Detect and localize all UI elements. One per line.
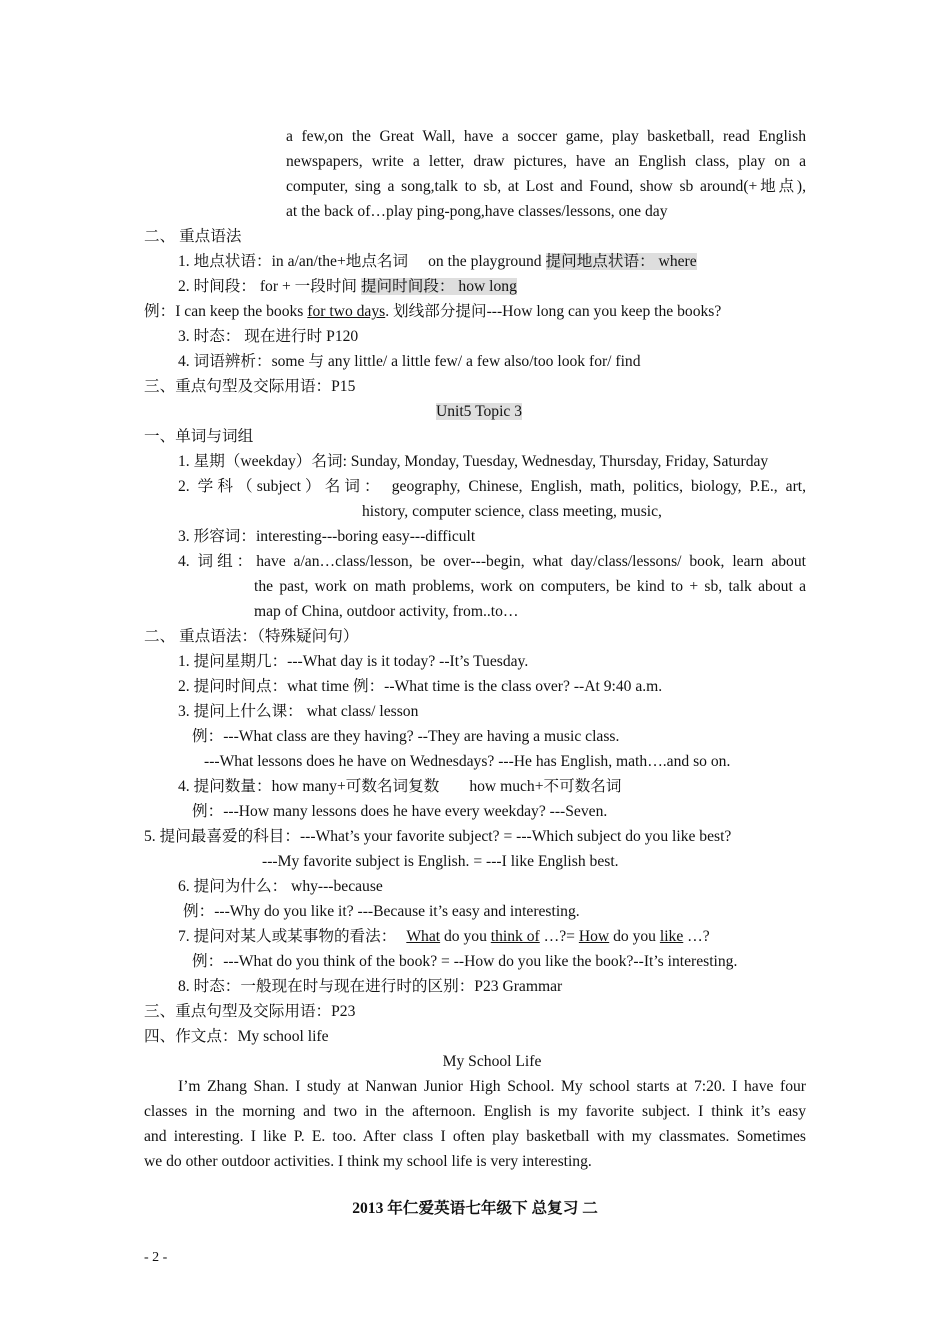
grammar-item-1-text: 1. 地点状语：in a/an/the+地点名词	[178, 253, 409, 270]
essay-line-3: and interesting. I like P. E. too. After class I often play basketball with my classmates. Sometimes	[144, 1128, 806, 1145]
words-item-2-line-1: 2. 学科（subject）名词： geography, Chinese, English, math, politics, biology, P.E., art,	[178, 478, 806, 495]
grammar-item-1	[178, 252, 697, 272]
question-item-5-line-2: ---My favorite subject is English. = ---I like English best.	[262, 853, 619, 870]
grammar-example	[144, 302, 721, 322]
essay-line-1: I’m Zhang Shan. I study at Nanwan Junior High School. My school starts at 7:20. I have four	[178, 1078, 806, 1095]
q7-do-you-2: do you	[609, 928, 660, 945]
question-item-4	[178, 777, 622, 797]
grammar-item-3: 3. 时态： 现在进行时 P120	[178, 328, 359, 345]
essay-title: My School Life	[442, 1053, 542, 1070]
underlined-think-of: think of	[490, 928, 540, 945]
grammar-item-1-highlight: 提问地点状语： where	[545, 253, 697, 270]
sentences-heading-topic3: 三、重点句型及交际用语：P23	[144, 1003, 356, 1020]
words-item-4-line-2: the past, work on math problems, work on computers, be kind to + sb, talk about a	[254, 578, 806, 595]
vocab-line-1: a few,on the Great Wall, have a soccer game, play basketball, read English	[286, 128, 806, 145]
question-item-3-example-1: 例：---What class are they having? --They are having a music class.	[192, 728, 620, 745]
grammar-item-4: 4. 词语辨析：some 与 any little/ a little few/ a few also/too look for/ find	[178, 353, 641, 370]
question-item-7	[178, 927, 710, 947]
essay-line-2: classes in the morning and two in the afternoon. English is my favorite subject. I think it’s easy	[144, 1103, 806, 1120]
words-item-1: 1. 星期（weekday）名词: Sunday, Monday, Tuesday, Wednesday, Thursday, Friday, Saturday	[178, 453, 769, 470]
question-item-6: 6. 提问为什么： why---because	[178, 878, 383, 895]
example-question: . 划线部分提问---How long can you keep the books?	[385, 303, 722, 320]
question-item-7-example: 例：---What do you think of the book? = --How do you like the book?--It’s interesting.	[192, 953, 738, 970]
question-item-2: 2. 提问时间点：what time 例：--What time is the class over? --At 9:40 a.m.	[178, 678, 663, 695]
grammar-item-2-text: 2. 时间段： for + 一段时间	[178, 278, 358, 295]
essay-heading: 四、作文点：My school life	[144, 1028, 329, 1045]
essay-line-4: we do other outdoor activities. I think my school life is very interesting.	[144, 1153, 592, 1170]
example-text: 例：I can keep the books	[144, 303, 304, 320]
question-item-4-example: 例：---How many lessons does he have every weekday? ---Seven.	[192, 803, 608, 820]
question-item-1: 1. 提问星期几：---What day is it today? --It’s Tuesday.	[178, 653, 529, 670]
topic-title-text: Unit5 Topic 3	[435, 403, 523, 420]
q7-mid: …?=	[539, 928, 579, 945]
words-item-2-line-2: history, computer science, class meeting, music,	[362, 503, 662, 520]
question-item-7-text: 7. 提问对某人或某事物的看法：	[178, 928, 397, 945]
words-item-3: 3. 形容词：interesting---boring easy---difficult	[178, 528, 476, 545]
topic-title	[0, 402, 950, 422]
q7-end: …?	[683, 928, 710, 945]
question-item-6-example: 例：---Why do you like it? ---Because it’s easy and interesting.	[183, 903, 580, 920]
underlined-like: like	[659, 928, 684, 945]
vocab-line-3: computer, sing a song,talk to sb, at Lost and Found, show sb around(+地点),	[286, 178, 806, 195]
underlined-how: How	[578, 928, 610, 945]
words-item-4-line-3: map of China, outdoor activity, from..to…	[254, 603, 519, 620]
page-number: - 2 -	[144, 1250, 168, 1265]
grammar-item-2-highlight: 提问时间段： how long	[360, 278, 517, 295]
grammar-heading: 二、 重点语法	[144, 228, 242, 245]
sentences-heading: 三、重点句型及交际用语：P15	[144, 378, 356, 395]
underlined-what: What	[406, 928, 441, 945]
question-item-4-much: how much+不可数名词	[469, 778, 622, 795]
grammar-item-2	[178, 277, 517, 297]
q7-do-you-1: do you	[440, 928, 491, 945]
vocab-line-4: at the back of…play ping-pong,have classes/lessons, one day	[286, 203, 668, 220]
questions-heading: 二、 重点语法：（特殊疑问句）	[144, 628, 359, 645]
grammar-item-1-example: on the playground	[428, 253, 542, 270]
words-heading: 一、单词与词组	[144, 428, 254, 445]
question-item-3-example-2: ---What lessons does he have on Wednesdays? ---He has English, math….and so on.	[204, 753, 731, 770]
question-item-8: 8. 时态：一般现在时与现在进行时的区别：P23 Grammar	[178, 978, 563, 995]
example-underlined: for two days	[307, 303, 386, 320]
next-section-title: 2013 年仁爱英语七年级下 总复习 二	[352, 1200, 598, 1217]
vocab-line-2: newspapers, write a letter, draw pictures, have an English class, play on a	[286, 153, 806, 170]
words-item-4-line-1: 4. 词组：have a/an…class/lesson, be over---begin, what day/class/lessons/ book, learn about	[178, 553, 806, 570]
question-item-4-many: 4. 提问数量：how many+可数名词复数	[178, 778, 440, 795]
question-item-5-line-1: 5. 提问最喜爱的科目：---What’s your favorite subject? = ---Which subject do you like best?	[144, 828, 732, 845]
question-item-3: 3. 提问上什么课： what class/ lesson	[178, 703, 419, 720]
